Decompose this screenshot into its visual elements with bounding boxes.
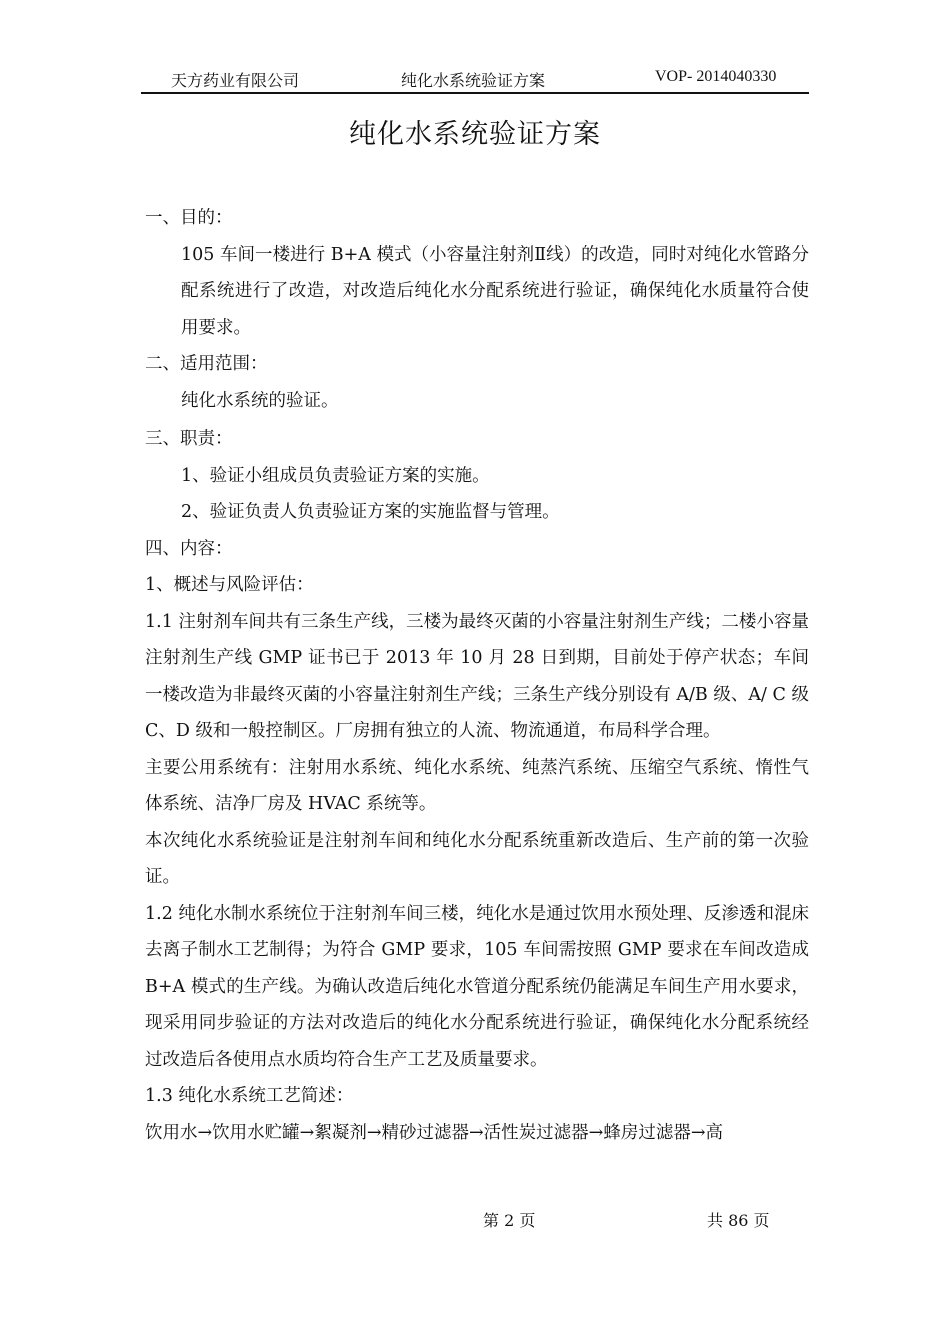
- document-title: 纯化水系统验证方案: [349, 119, 601, 150]
- section-4-heading: 四、内容：: [145, 538, 233, 559]
- footer-page-number: 第 2 页: [483, 1211, 536, 1230]
- section-4-subheading-1: 1、概述与风险评估：: [145, 575, 314, 595]
- section-3-item-1: 1、验证小组成员负责验证方案的实施。: [181, 465, 490, 486]
- header-doc-title: 纯化水系统验证方案: [401, 71, 546, 90]
- document-body: [145, 200, 809, 1151]
- section-2-heading: 二、适用范围：: [145, 354, 268, 374]
- paragraph-1-2: 1.2 纯化水制水系统位于注射剂车间三楼，纯化水是通过饮用水预处理、反渗透和混床去离子制水工艺制得；为符合 GMP 要求，105 车间需按照 GMP 要求在车间改造成 B+A 模式的生产线。为确认改造后纯化水管道分配系统仍能满足车间生产用水要求，现采用同步验证的方法对改造后的纯化水分配系统进行验证，确保纯化水分配系统经过改造后各使用点水质均符合生产工艺及质量要求。: [145, 903, 809, 1070]
- section-3-item-2: 2、验证负责人负责验证方案的实施监督与管理。: [181, 502, 560, 522]
- page-header: [141, 66, 809, 94]
- section-3-heading: 三、职责：: [145, 429, 233, 449]
- header-company: 天方药业有限公司: [171, 71, 300, 90]
- paragraph-process-flow: 饮用水→饮用水贮罐→絮凝剂→精砂过滤器→活性炭过滤器→蜂房过滤器→高: [145, 1122, 723, 1143]
- section-1-heading: 一、目的：: [145, 208, 233, 228]
- section-1-body: 105 车间一楼进行 B+A 模式（小容量注射剂Ⅱ线）的改造，同时对纯化水管路分配系统进行了改造，对改造后纯化水分配系统进行验证，确保纯化水质量符合使用要求。: [181, 244, 809, 338]
- section-2-body: 纯化水系统的验证。: [181, 390, 339, 411]
- footer-total-pages: 共 86 页: [707, 1211, 770, 1230]
- paragraph-first-validation: 本次纯化水系统验证是注射剂车间和纯化水分配系统重新改造后、生产前的第一次验证。: [145, 830, 809, 887]
- paragraph-1-3: 1.3 纯化水系统工艺简述：: [145, 1086, 354, 1106]
- paragraph-1-1: 1.1 注射剂车间共有三条生产线，三楼为最终灭菌的小容量注射剂生产线；二楼小容量注射剂生产线 GMP 证书已于 2013 年 10 月 28 日到期，目前处于停产状态；车间一楼改造为非最终灭菌的小容量注射剂生产线；三条生产线分别设有 A/B 级、A/ C 级 C、D 级和一般控制区。厂房拥有独立的人流、物流通道，布局科学合理。: [145, 611, 809, 741]
- paragraph-systems: 主要公用系统有：注射用水系统、纯化水系统、纯蒸汽系统、压缩空气系统、惰性气体系统、洁净厂房及 HVAC 系统等。: [145, 757, 809, 814]
- header-doc-code: VOP- 2014040330: [655, 68, 777, 85]
